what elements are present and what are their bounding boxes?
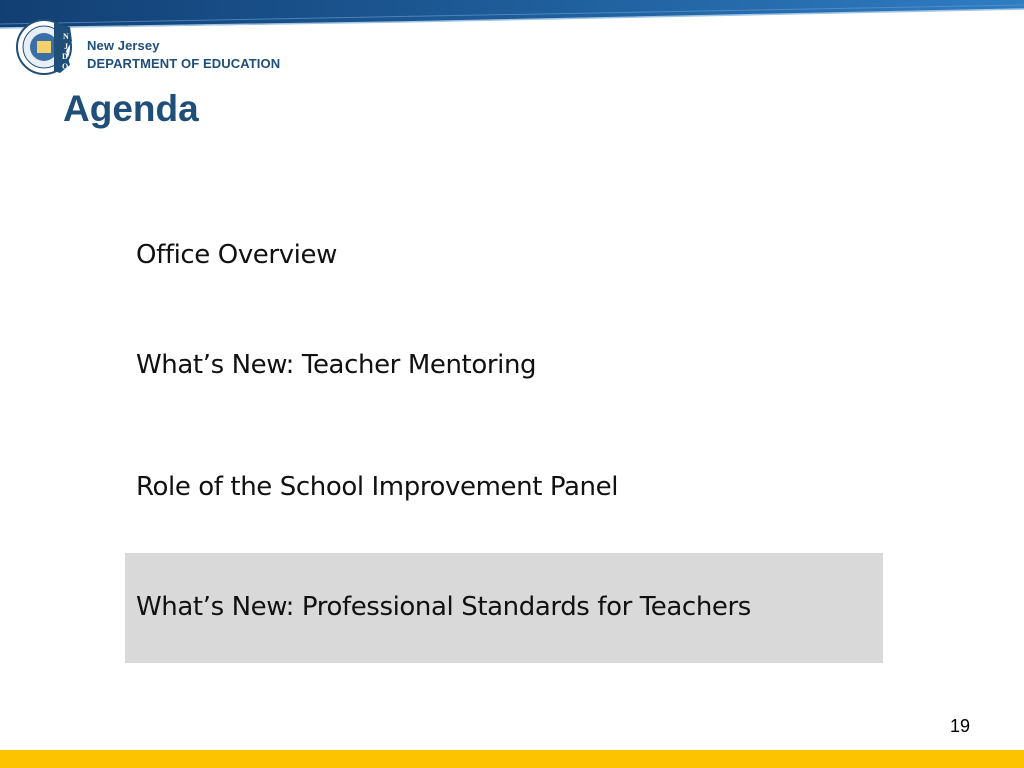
slide-title: Agenda [63,88,199,129]
org-name-line2: DEPARTMENT OF EDUCATION [87,56,281,71]
svg-text:O: O [62,62,69,71]
svg-text:J: J [64,42,68,51]
svg-text:N: N [63,32,69,41]
page-number: 19 [950,716,971,736]
agenda-item-teacher-mentoring: What’s New: Teacher Mentoring [136,350,537,380]
org-name-line1: New Jersey [87,38,160,53]
footer-accent-bar [0,750,1024,768]
agenda-item-school-improvement-panel: Role of the School Improvement Panel [136,472,619,502]
nj-doe-seal-icon [16,17,78,77]
svg-text:D: D [62,52,68,61]
agenda-item-professional-standards: What’s New: Professional Standards for Teachers [136,592,751,622]
agenda-item-office-overview: Office Overview [136,240,337,270]
header-wave-band [0,0,1024,30]
